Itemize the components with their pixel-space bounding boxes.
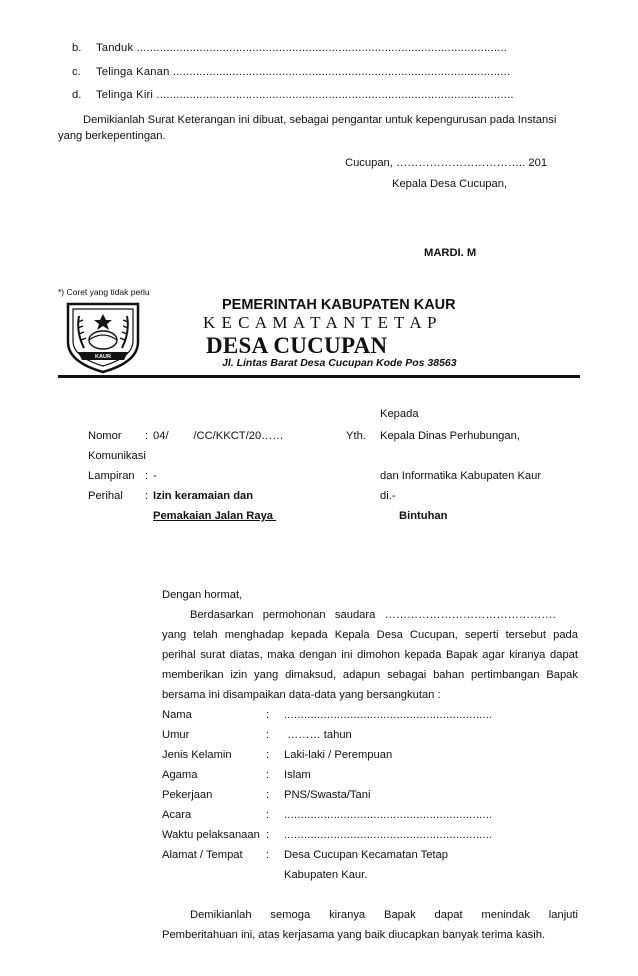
nomor-label: Nomor: [88, 430, 122, 442]
letterhead-line1: PEMERINTAH KABUPATEN KAUR: [222, 297, 456, 313]
lampiran-value: -: [153, 470, 157, 482]
closing-paragraph-line2: yang berkepentingan.: [58, 130, 166, 142]
field-value-alamat-line2: Kabupaten Kaur.: [284, 869, 368, 881]
field-value-jenis-kelamin: Laki-laki / Perempuan: [284, 749, 393, 761]
field-label-pekerjaan: Pekerjaan: [162, 789, 213, 801]
field-label-umur: Umur: [162, 729, 190, 741]
komunikasi-label: Komunikasi: [88, 450, 146, 462]
colon: :: [266, 709, 270, 721]
colon: :: [145, 430, 149, 442]
field-label-alamat: Alamat / Tempat: [162, 849, 243, 861]
list-item-label: b.: [72, 42, 82, 54]
field-value-waktu: ...............................................................: [284, 829, 493, 841]
list-item-label: d.: [72, 89, 82, 101]
field-label-agama: Agama: [162, 769, 198, 781]
greeting: Dengan hormat,: [162, 589, 243, 601]
body-paragraph-line: memberikan izin yang dimaksud, adapun sebagai bahan pertimbangan Bapak: [162, 669, 578, 681]
letterhead-address: Jl. Lintas Barat Desa Cucupan Kode Pos 38563: [222, 357, 457, 369]
colon: :: [145, 490, 149, 502]
body-paragraph-line: bersama ini disampaikan data-data yang bersangkutan :: [162, 689, 441, 701]
recipient-yth: Yth.: [346, 430, 366, 442]
letterhead-district: K E C A M A T A N T E T A P: [203, 313, 438, 332]
letterhead-divider: [58, 375, 580, 378]
perihal-label: Perihal: [88, 490, 123, 502]
colon: :: [266, 729, 270, 741]
colon: :: [145, 470, 149, 482]
colon: :: [266, 789, 270, 801]
colon: :: [266, 849, 270, 861]
list-item-telinga-kanan: Telinga Kanan ......................................................................................................: [96, 66, 511, 78]
field-label-nama: Nama: [162, 709, 192, 721]
field-value-nama: ...............................................................: [284, 709, 493, 721]
list-item-telinga-kiri: Telinga Kiri ............................................................................................................: [96, 89, 514, 101]
list-item-label: c.: [72, 66, 81, 78]
recipient-line3: di.-: [380, 490, 396, 502]
colon: :: [266, 769, 270, 781]
field-value-alamat: Desa Cucupan Kecamatan Tetap: [284, 849, 448, 861]
field-value-agama: Islam: [284, 769, 311, 781]
field-label-jenis-kelamin: Jenis Kelamin: [162, 749, 232, 761]
place-date: Cucupan, …………………………….. 201: [345, 157, 548, 169]
body-paragraph-line: yang telah menghadap kepada Kepala Desa Cucupan, seperti tersebut pada: [162, 629, 578, 641]
nomor-value: 04/ /CC/KKCT/20……: [153, 430, 284, 442]
body-paragraph-line: Berdasarkan permohonan saudara ……………………………………….: [190, 609, 556, 621]
letterhead-village: DESA CUCUPAN: [206, 333, 388, 358]
footnote: *) Coret yang tidak perlu: [58, 287, 150, 297]
field-value-umur: ……… tahun: [284, 729, 352, 741]
field-value-acara: ...............................................................: [284, 809, 493, 821]
field-label-acara: Acara: [162, 809, 192, 821]
signer-name: MARDI. M: [424, 247, 477, 259]
body-paragraph-line: perihal surat diatas, maka dengan ini dimohon kepada Bapak agar kiranya dapat: [162, 649, 578, 661]
recipient-line2: dan Informatika Kabupaten Kaur: [380, 470, 542, 482]
colon: :: [266, 829, 270, 841]
recipient-line1: Kepala Dinas Perhubungan,: [380, 430, 520, 442]
lampiran-label: Lampiran: [88, 470, 135, 482]
perihal-value: Izin keramaian dan: [153, 490, 254, 502]
closing-line2: Pemberitahuan ini, atas kerjasama yang baik diucapkan banyak terima kasih.: [162, 929, 546, 941]
recipient-line4: Bintuhan: [399, 510, 448, 522]
field-value-pekerjaan: PNS/Swasta/Tani: [284, 789, 371, 801]
perihal-value-underlined: Pemakaian Jalan Raya: [153, 510, 277, 522]
closing-line1: Demikianlah semoga kiranya Bapak dapat menindak lanjuti: [190, 909, 578, 921]
regency-logo-icon: [62, 296, 144, 374]
list-item-tanduk: Tanduk ................................................................................................................: [96, 42, 508, 54]
signer-title: Kepala Desa Cucupan,: [392, 178, 508, 190]
logo-banner-text: KAUR: [95, 354, 111, 360]
closing-paragraph-line1: Demikianlah Surat Keterangan ini dibuat, sebagai pengantar untuk kepengurusan pada Instansi: [83, 114, 557, 126]
recipient-kepada: Kepada: [380, 408, 419, 420]
colon: :: [266, 749, 270, 761]
colon: :: [266, 809, 270, 821]
field-label-waktu: Waktu pelaksanaan: [162, 829, 260, 841]
